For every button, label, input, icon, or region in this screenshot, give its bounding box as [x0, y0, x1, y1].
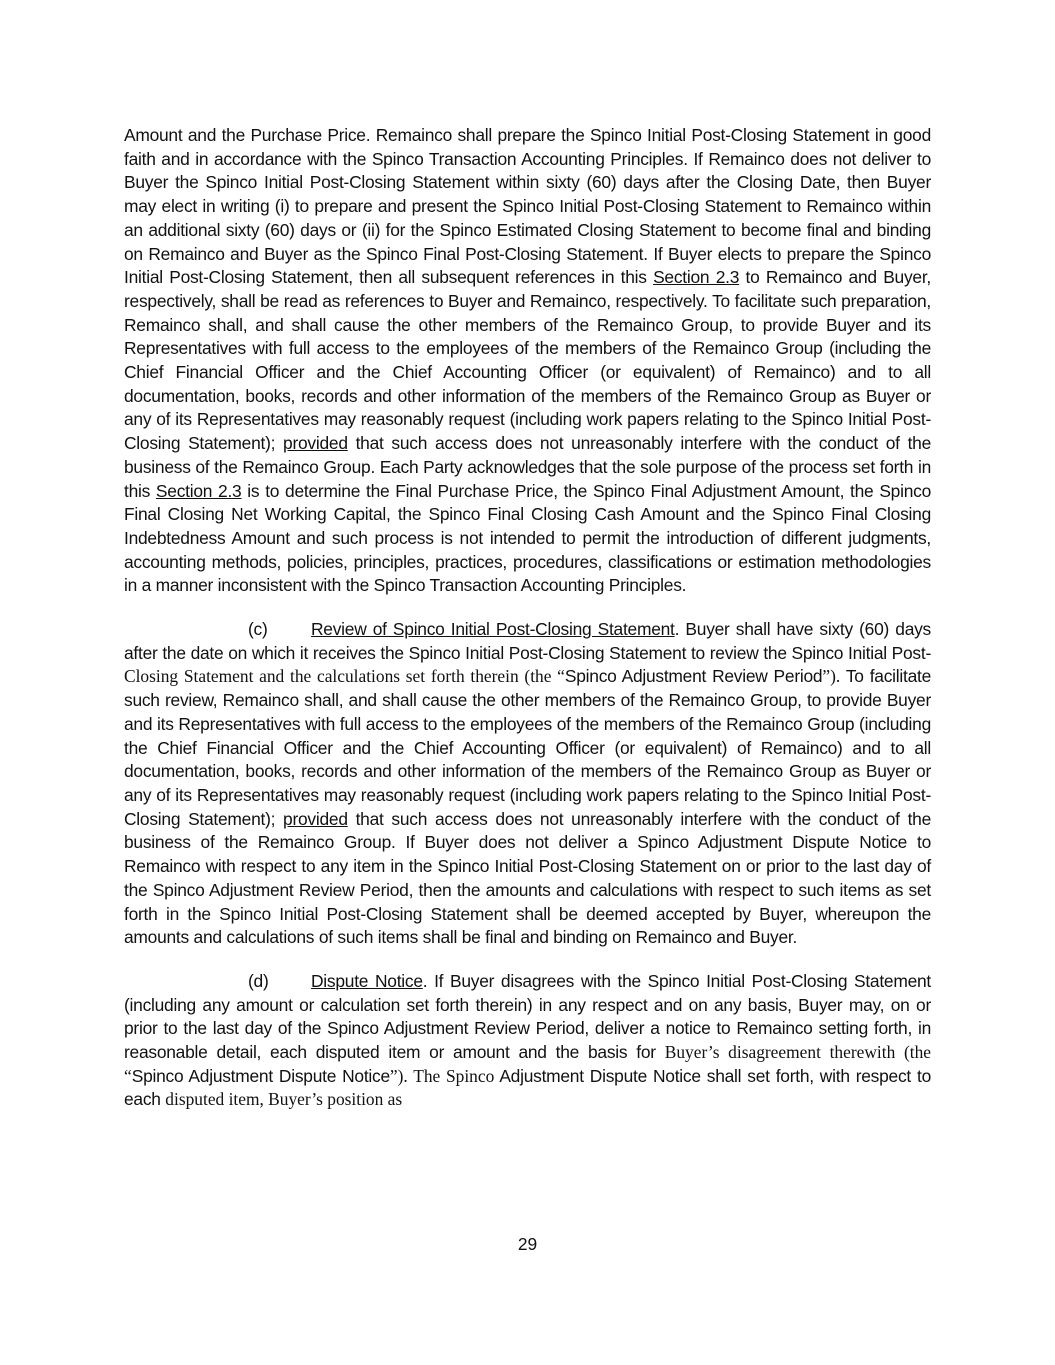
- text-segment: to Remainco and Buyer, respectively, shall be read as references to Buyer and Remainco, respectively. To facilitate such preparation, Remainco shall, and shall cause the other members of the Remainco Group, to provide Buyer and its Representatives with full access to the employees of the members of the Remainco Group (including the Chief Financial Officer and the Chief Accounting Officer (or equivalent) of Remainco) and to all documentation, books, records and other information of the members of the Remainco Group as Buyer or any of its Representatives may reasonably request (including work papers relating to the Spinco Initial Post-Closing Statement);: [124, 267, 931, 454]
- paragraph-d: [124, 970, 931, 1112]
- paragraph-number: (d): [248, 970, 269, 991]
- page-number: 29: [517, 1234, 538, 1254]
- defined-term: Spinco Adjustment Dispute Notice: [131, 1065, 390, 1086]
- provided-term: provided: [283, 433, 348, 454]
- text-segment: . If Buyer disagrees with the Spinco Initial Post-Closing Statement (including any amount or calculation set forth therein) in any respect and on any basis, Buyer may, on or prior to the last day of the Spinco Adjustment Review Period, deliver a notice to Remainco setting forth, in reasonable detail, each disputed item or amount and the basis for: [124, 970, 932, 1063]
- text-segment: Closing Statement and the calculations set forth therein (the “: [124, 666, 565, 687]
- section-reference: Section 2.3: [653, 267, 740, 288]
- text-segment: Adjustment Dispute Notice shall set forth, with respect to each: [124, 1065, 931, 1110]
- text-segment: Buyer’s disagreement therewith (the “: [124, 1042, 931, 1086]
- paragraph-c: [124, 618, 931, 950]
- text-segment: Amount and the Purchase Price. Remainco shall prepare the Spinco Initial Post-Closing Statement in good faith and in accordance with the Spinco Transaction Accounting Principles. If Remainco does not deliver to Buyer the Spinco Initial Post-Closing Statement within sixty (60) days after the Closing Date, then Buyer may elect in writing (i) to prepare and present the Spinco Initial Post-Closing Statement to Remainco within an additional sixty (60) days or (ii) for the Spinco Estimated Closing Statement to become final and binding on Remainco and Buyer as the Spinco Final Post-Closing Statement. If Buyer elects to prepare the Spinco Initial Post-Closing Statement, then all subsequent references in this: [124, 125, 931, 288]
- text-segment: that such access does not unreasonably interfere with the conduct of the business of the Remainco Group. If Buyer does not deliver a Spinco Adjustment Dispute Notice to Remainco with respect to any item in the Spinco Initial Post-Closing Statement on or prior to the last day of the Spinco Adjustment Review Period, then the amounts and calculations with respect to such items as set forth in the Spinco Initial Post-Closing Statement shall be deemed accepted by Buyer, whereupon the amounts and calculations of such items shall be final and binding on Remainco and Buyer.: [124, 808, 931, 948]
- paragraph-continued: [124, 124, 931, 598]
- defined-term: Spinco Adjustment Review Period: [564, 666, 823, 687]
- text-segment: . Buyer shall have sixty (60) days after the date on which it receives the Spinco Initial Post-Closing Statement to review the Spinco Initial Post-: [124, 619, 932, 663]
- text-segment: that such access does not unreasonably interfere with the conduct of the business of the Remainco Group. Each Party acknowledges that the sole purpose of the process set forth in this: [124, 433, 931, 501]
- provided-term: provided: [283, 808, 348, 829]
- paragraph-number: (c): [248, 619, 268, 640]
- text-segment: ”). The Spinco: [389, 1065, 495, 1086]
- paragraph-heading: Review of Spinco Initial Post-Closing Statement: [311, 619, 675, 640]
- text-segment: ”).: [822, 666, 841, 687]
- document-body: [124, 124, 931, 1112]
- text-segment: To facilitate such review, Remainco shall, and shall cause the other members of the Remainco Group, to provide Buyer and its Representatives with full access to the employees of the members of the Remainco Group (including the Chief Financial Officer and the Chief Accounting Officer (or equivalent) of Remainco) and to all documentation, books, records and other information of the members of the Remainco Group as Buyer or any of its Representatives may reasonably request (including work papers relating to the Spinco Initial Post-Closing Statement);: [124, 666, 932, 829]
- text-segment: is to determine the Final Purchase Price, the Spinco Final Adjustment Amount, the Spinco Final Closing Net Working Capital, the Spinco Final Closing Cash Amount and the Spinco Final Closing Indebtedness Amount and such process is not intended to permit the introduction of different judgments, accounting methods, policies, principles, practices, procedures, classifications or estimation methodologies in a manner inconsistent with the Spinco Transaction Accounting Principles.: [124, 480, 931, 596]
- text-segment: disputed item, Buyer’s position as: [165, 1089, 403, 1110]
- paragraph-heading: Dispute Notice: [311, 970, 423, 991]
- section-reference: Section 2.3: [155, 480, 242, 501]
